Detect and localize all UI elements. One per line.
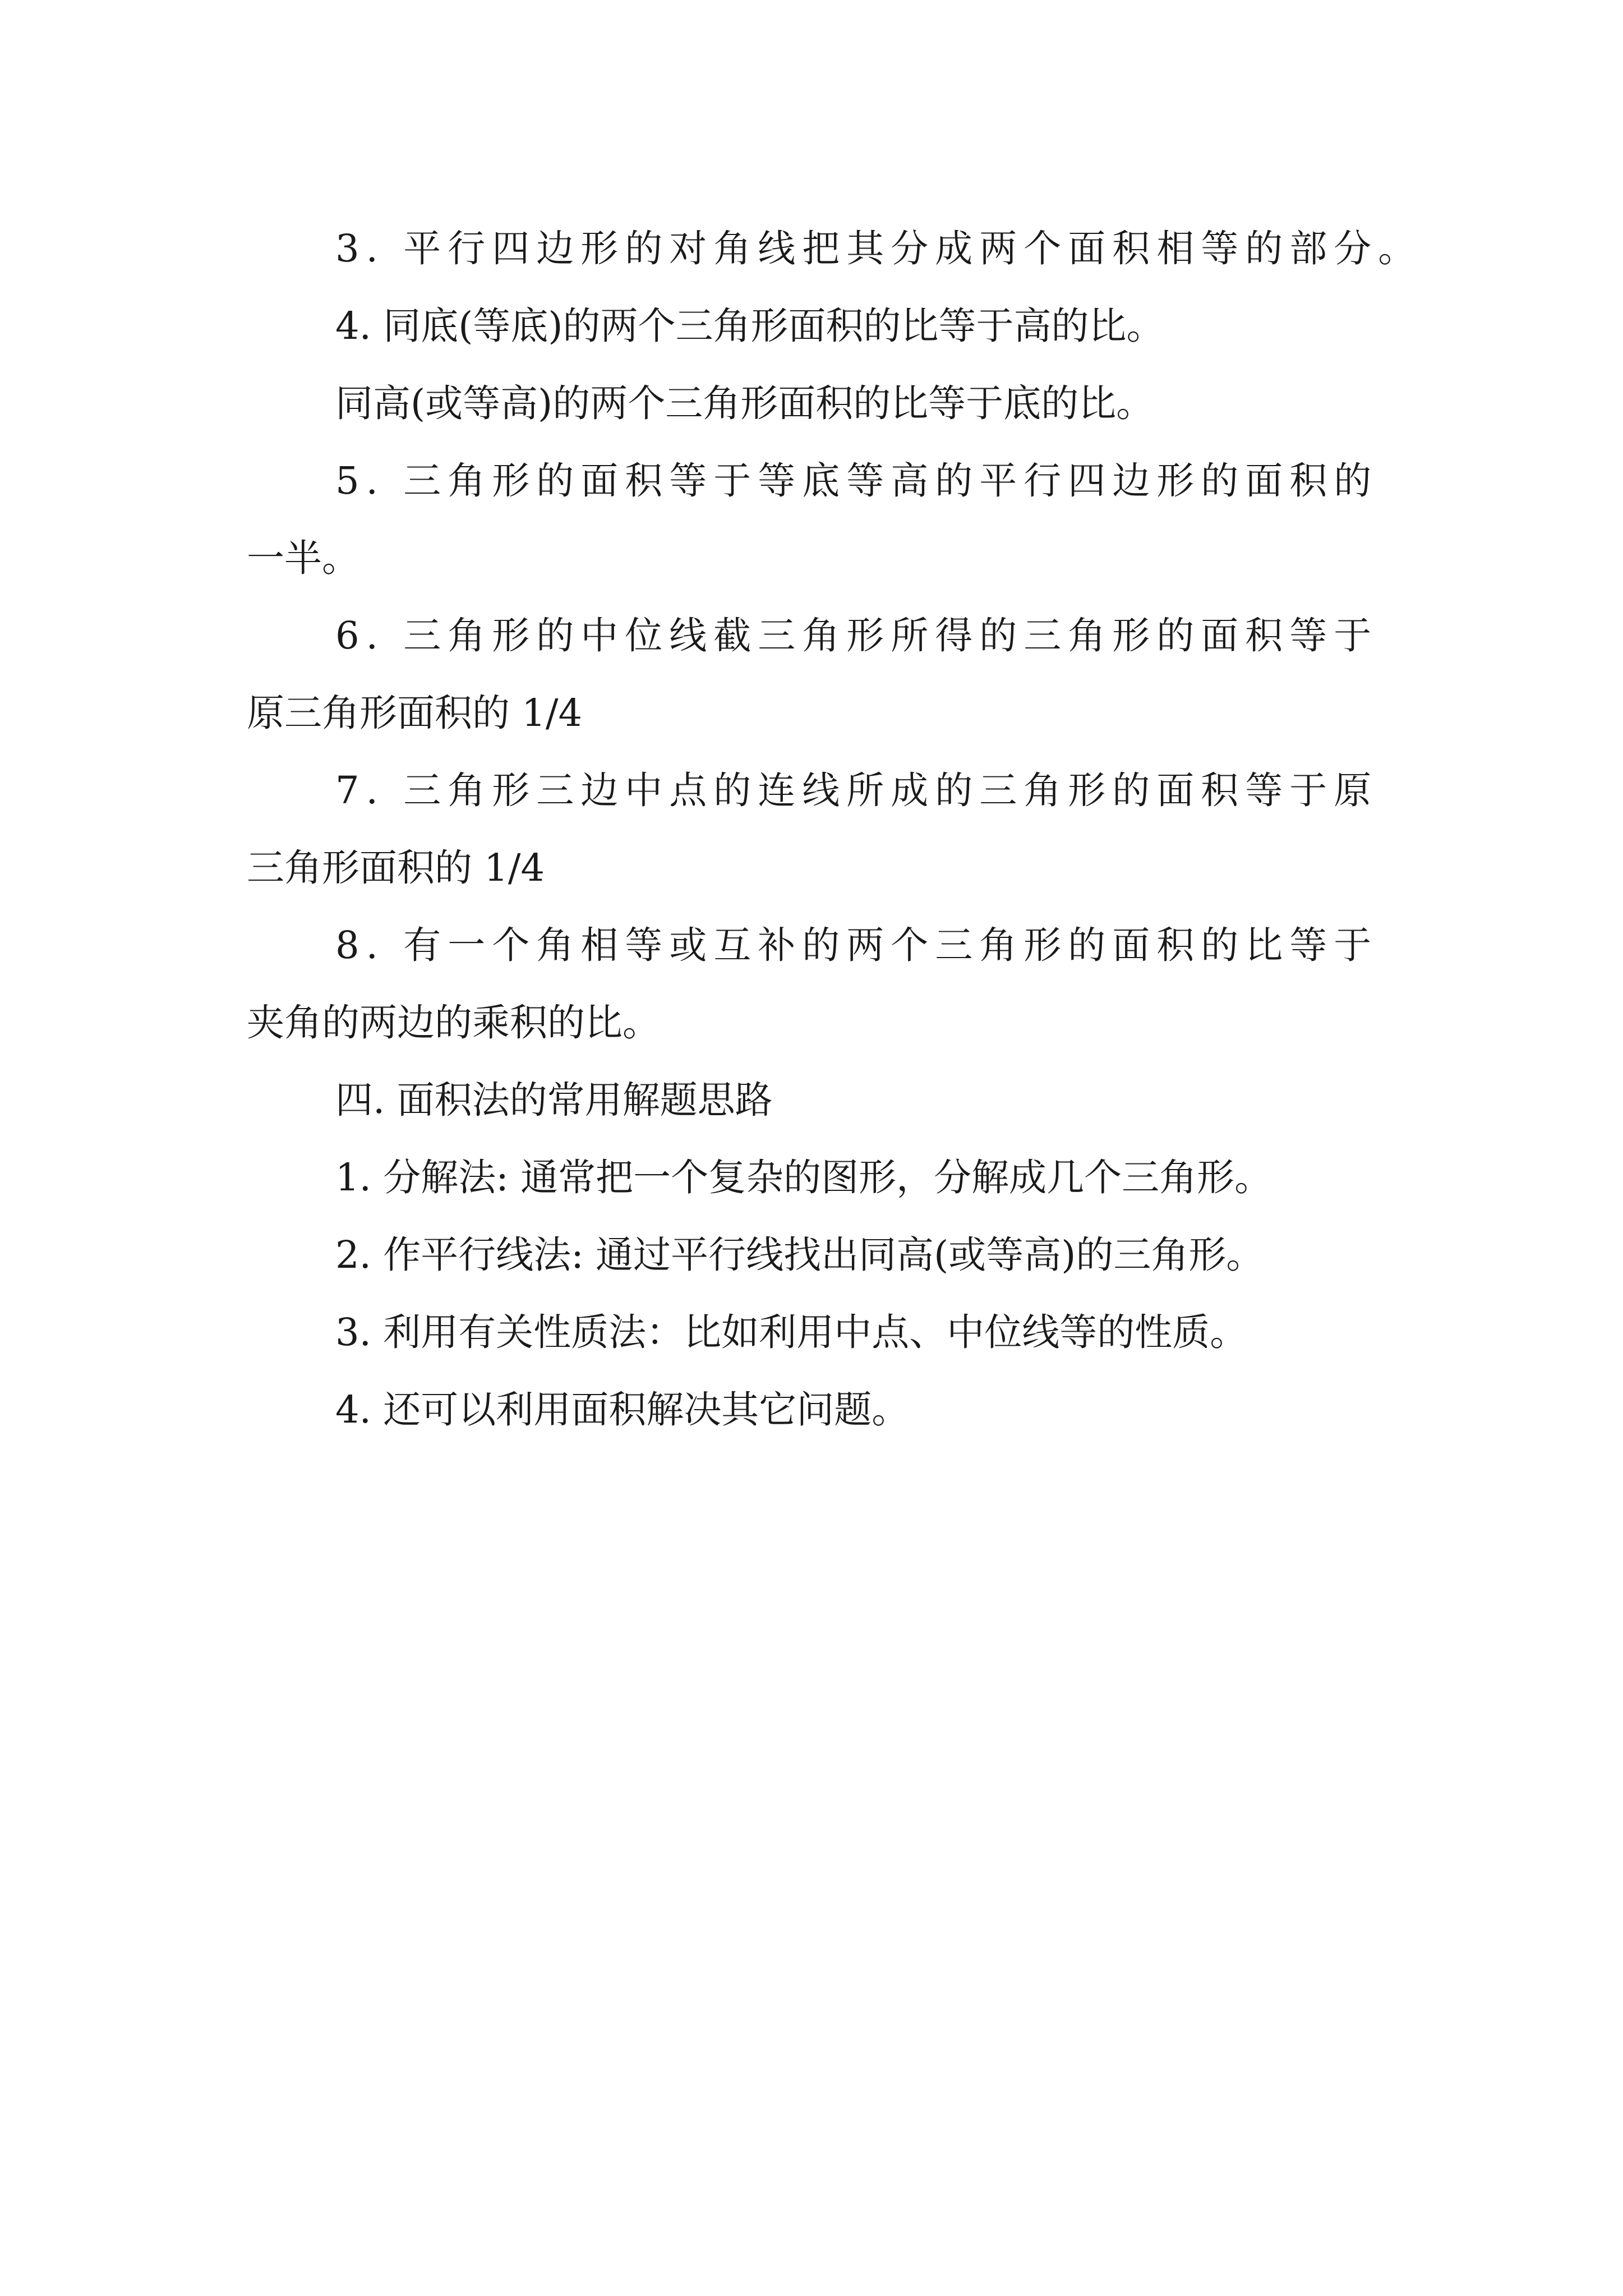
text-line-item-5: 5. 三角形的面积等于等底等高的平行四边形的面积的: [335, 459, 1378, 503]
text-line-item-4-cont: 同高(或等高)的两个三角形面积的比等于底的比。: [335, 381, 1154, 425]
text-line-item-5-wrap: 一半。: [247, 536, 359, 580]
text-line-method-1: 1. 分解法: 通常把一个复杂的图形，分解成几个三角形。: [335, 1156, 1272, 1199]
text-line-item-6: 6. 三角形的中位线截三角形所得的三角形的面积等于: [335, 614, 1378, 657]
text-line-method-3: 3. 利用有关性质法：比如利用中点、中位线等的性质。: [335, 1310, 1248, 1354]
text-line-item-8: 8. 有一个角相等或互补的两个三角形的面积的比等于: [335, 923, 1378, 967]
text-line-item-7-wrap: 三角形面积的 1/4: [247, 846, 545, 890]
text-line-item-4: 4. 同底(等底)的两个三角形面积的比等于高的比。: [335, 304, 1164, 348]
text-line-item-7: 7. 三角形三边中点的连线所成的三角形的面积等于原: [335, 769, 1378, 812]
section-heading-4: 四. 面积法的常用解题思路: [335, 1078, 773, 1122]
text-line-method-2: 2. 作平行线法: 通过平行线找出同高(或等高)的三角形。: [335, 1233, 1264, 1277]
text-line-method-4: 4. 还可以利用面积解决其它问题。: [335, 1388, 910, 1432]
text-line-item-3: 3. 平行四边形的对角线把其分成两个面积相等的部分。: [335, 227, 1423, 270]
text-line-item-6-wrap: 原三角形面积的 1/4: [247, 691, 583, 735]
text-line-item-8-wrap: 夹角的两边的乘积的比。: [247, 1001, 660, 1045]
